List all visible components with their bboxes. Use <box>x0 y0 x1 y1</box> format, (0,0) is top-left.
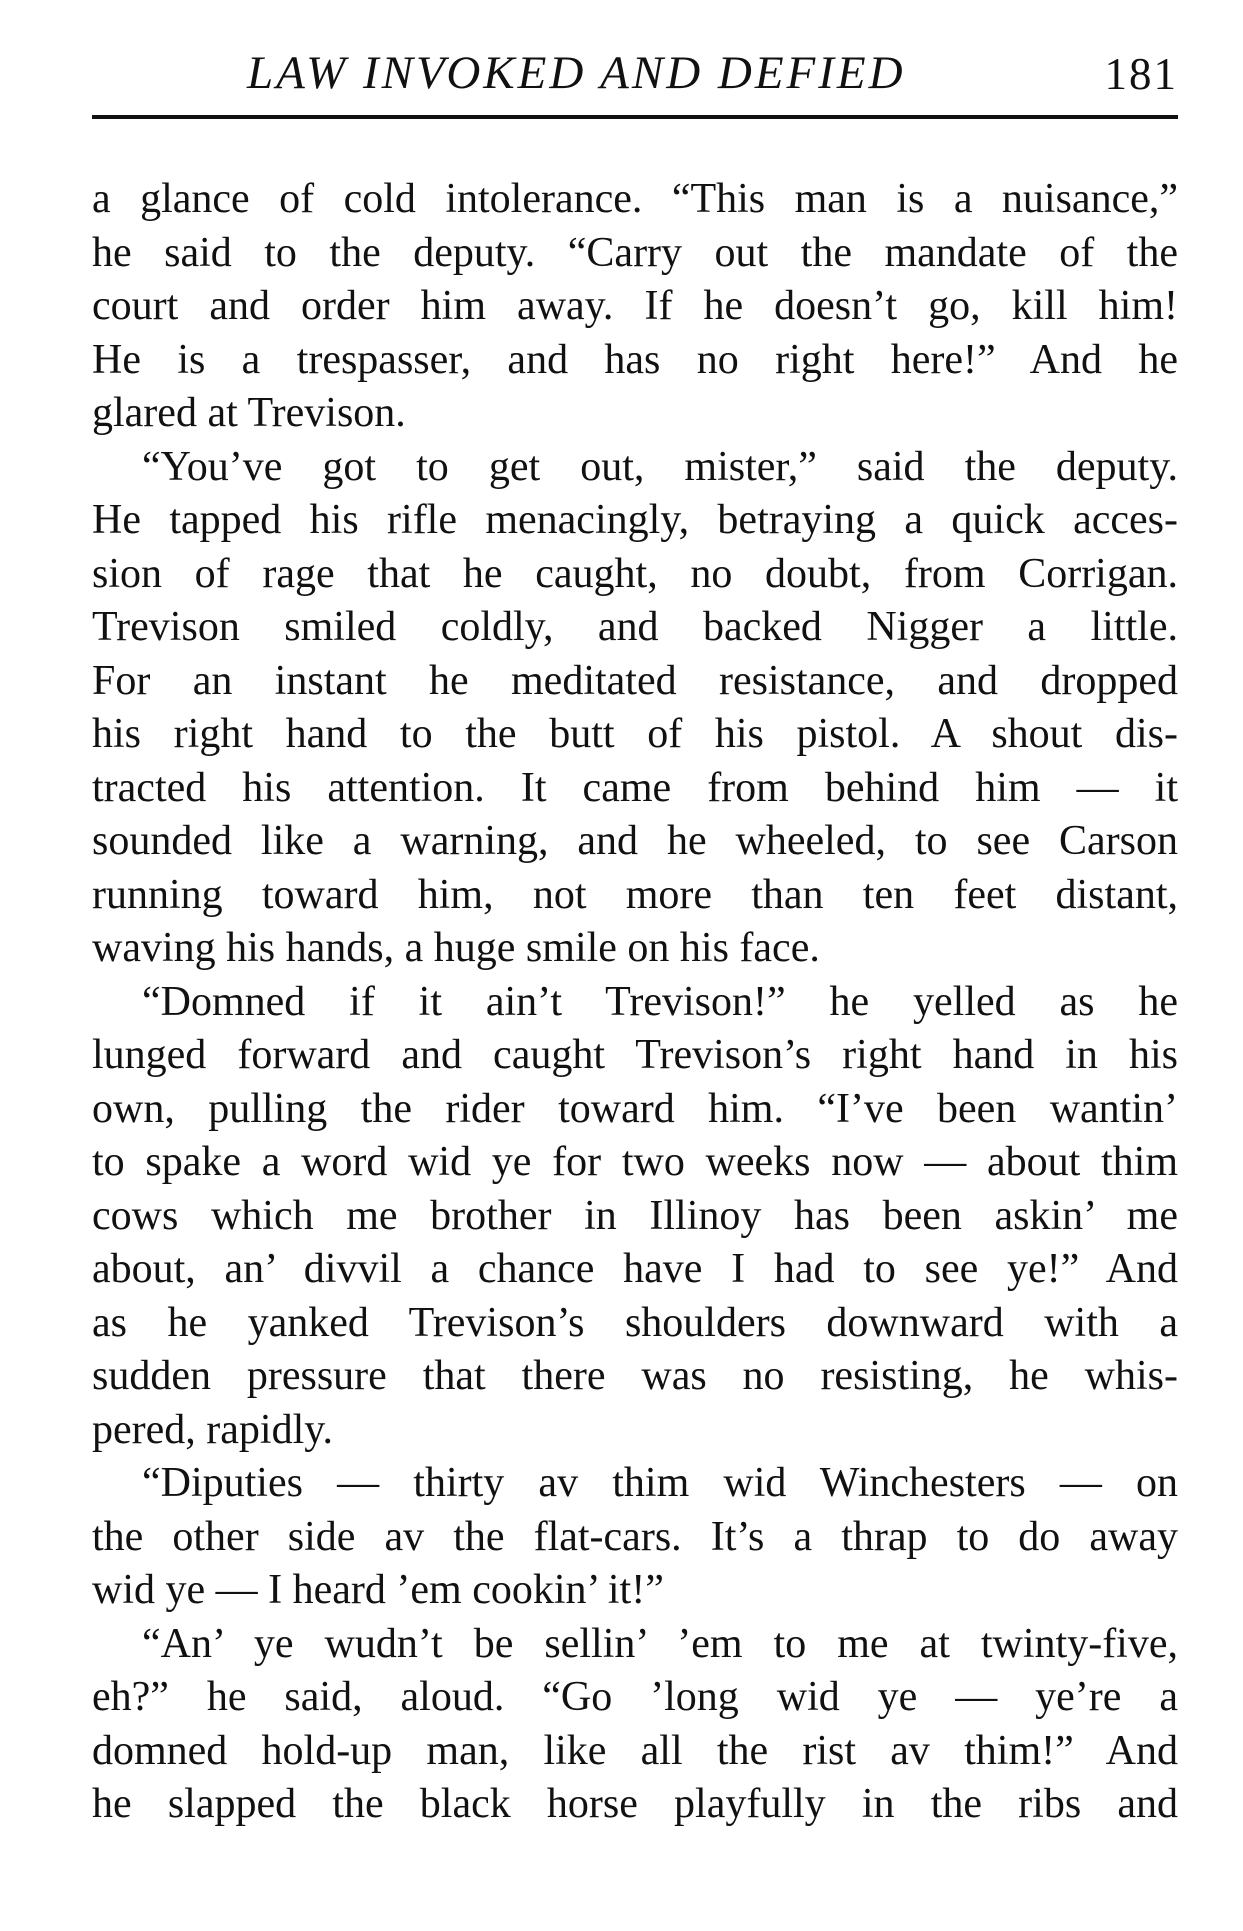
text-line: his right hand to the butt of his pistol. A shout dis- <box>92 711 1178 757</box>
text-line: He tapped his rifle menacingly, betraying a quick acces- <box>92 497 1178 543</box>
text-line: tracted his attention. It came from behind him — it <box>92 764 1178 811</box>
text-line: pered, rapidly. <box>92 1406 334 1453</box>
text-line: eh?” he said, aloud. “Go ’long wid ye — ye’re a <box>92 1674 1178 1720</box>
page-number: 181 <box>1104 49 1178 99</box>
text-line: sion of rage that he caught, no doubt, from Corrigan. <box>92 550 1178 597</box>
text-line: cows which me brother in Illinoy has been askin’ me <box>92 1192 1178 1239</box>
text-line: waving his hands, a huge smile on his face. <box>92 925 820 971</box>
text-line: glared at Trevison. <box>92 390 406 436</box>
text-line: “Domned if it ain’t Trevison!” he yelled as he <box>142 978 1178 1025</box>
text-line: running toward him, not more than ten feet distant, <box>92 871 1178 918</box>
text-line: about, an’ divvil a chance have I had to see ye!” And <box>92 1246 1178 1292</box>
text-line: sounded like a warning, and he wheeled, to see Carson <box>92 818 1178 864</box>
text-line: “Diputies — thirty av thim wid Winchesters — on <box>142 1460 1178 1506</box>
text-line: Trevison smiled coldly, and backed Nigger a little. <box>92 604 1178 650</box>
text-line: the other side av the flat-cars. It’s a thrap to do away <box>92 1513 1178 1560</box>
header-rule <box>92 115 1178 119</box>
text-line: as he yanked Trevison’s shoulders downward with a <box>92 1299 1178 1346</box>
text-line: wid ye — I heard ’em cookin’ it!” <box>92 1567 664 1613</box>
text-line: “An’ ye wudn’t be sellin’ ’em to me at twinty-five, <box>142 1620 1178 1667</box>
text-line: a glance of cold intolerance. “This man is a nuisance,” <box>92 176 1178 222</box>
running-title: LAW INVOKED AND DEFIED <box>247 47 906 99</box>
text-line: court and order him away. If he doesn’t go, kill him! <box>92 283 1178 329</box>
text-line: He is a trespasser, and has no right here!” And he <box>92 336 1178 383</box>
text-line: own, pulling the rider toward him. “I’ve been wantin’ <box>92 1085 1178 1132</box>
text-line: lunged forward and caught Trevison’s right hand in his <box>92 1032 1178 1078</box>
text-line: domned hold-up man, like all the rist av thim!” And <box>92 1727 1178 1774</box>
text-line: “You’ve got to get out, mister,” said the deputy. <box>142 443 1178 490</box>
text-line: he said to the deputy. “Carry out the mandate of the <box>92 229 1178 276</box>
text-line: sudden pressure that there was no resisting, he whis- <box>92 1353 1178 1399</box>
body-text <box>92 173 1178 1832</box>
text-line: For an instant he meditated resistance, and dropped <box>92 657 1178 704</box>
text-line: he slapped the black horse playfully in the ribs and <box>92 1781 1178 1827</box>
running-head <box>92 40 1178 110</box>
text-line: to spake a word wid ye for two weeks now — about thim <box>92 1139 1178 1185</box>
